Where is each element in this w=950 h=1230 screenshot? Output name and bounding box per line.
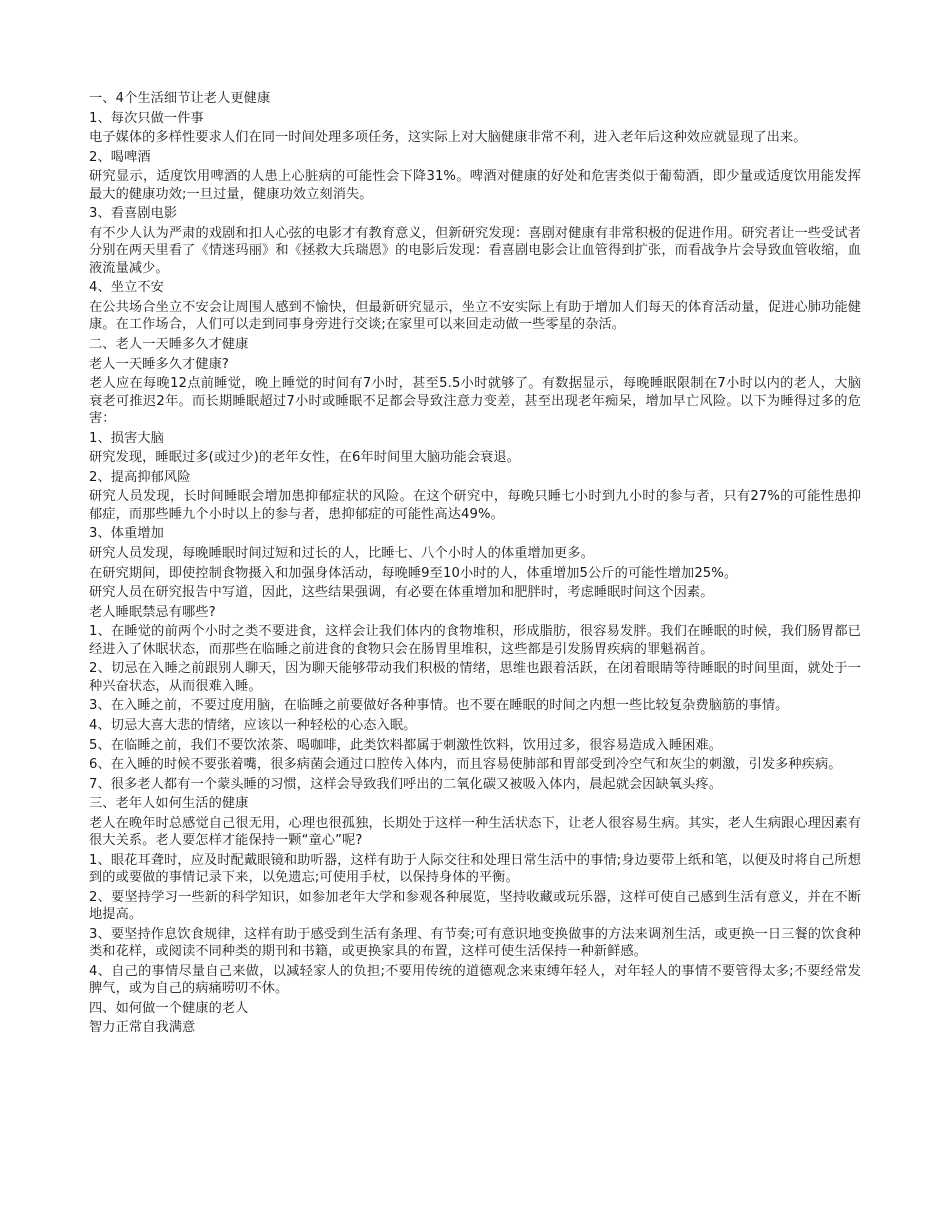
subheading: 3、看喜剧电影 <box>89 206 178 222</box>
paragraph: 4、自己的事情尽量自己来做，以减轻家人的负担;不要用传统的道德观念来束缚年轻人，对年轻人的事情不要管得太多;不要经常发脾气，或为自己的病痛唠叨不休。 <box>89 963 861 997</box>
section-heading-2: 二、老人一天睡多久才健康 <box>89 336 249 352</box>
paragraph: 3、在入睡之前，不要过度用脑，在临睡之前要做好各种事情。也不要在睡眠的时间之内想一些比较复杂费脑筋的事情。 <box>89 698 789 714</box>
subheading: 3、体重增加 <box>89 526 164 542</box>
subheading: 老人睡眠禁忌有哪些? <box>89 604 216 620</box>
subheading: 1、损害大脑 <box>89 430 164 446</box>
paragraph: 4、切忌大喜大悲的情绪，应该以一种轻松的心态入眠。 <box>89 717 417 733</box>
section-heading-4: 四、如何做一个健康的老人 <box>89 1000 249 1016</box>
section-heading-1: 一、4个生活细节让老人更健康 <box>89 91 271 106</box>
paragraph: 老人应在每晚12点前睡觉，晚上睡觉的时间有7小时，甚至5.5小时就够了。有数据显示，每晚睡眠限制在7小时以内的老人，大脑衰老可推迟2年。而长期睡眠超过7小时或睡眠不足都会导致注意力变差，甚至出现老年痴呆，增加早亡风险。以下为睡得过多的危害： <box>89 376 861 426</box>
paragraph: 研究人员发现，每晚睡眠时间过短和过长的人，比睡七、八个小时人的体重增加更多。 <box>89 545 594 561</box>
paragraph: 电子媒体的多样性要求人们在同一时间处理多项任务，这实际上对大脑健康非常不利，进入老年后这种效应就显现了出来。 <box>89 130 807 146</box>
subheading: 1、每次只做一件事 <box>89 110 204 126</box>
document-body <box>89 90 861 1039</box>
paragraph: 6、在入睡的时候不要张着嘴，很多病菌会通过口腔传入体内，而且容易使肺部和胃部受到冷空气和灰尘的刺激，引发多种疾病。 <box>89 757 842 773</box>
paragraph: 研究人员发现，长时间睡眠会增加患抑郁症状的风险。在这个研究中，每晚只睡七小时到九小时的参与者，只有27%的可能性患抑郁症，而那些睡九个小时以上的参与者，患抑郁症的可能性高达49%。 <box>89 489 861 522</box>
paragraph: 有不少人认为严肃的戏剧和扣人心弦的电影才有教育意义，但新研究发现：喜剧对健康有非常积极的促进作用。研究者让一些受试者分别在两天里看了《情迷玛丽》和《拯救大兵瑞恩》的电影后发现：看喜剧电影会让血管得到扩张，而看战争片会导致血管收缩，血液流量减少。 <box>89 225 861 276</box>
paragraph: 在研究期间，即使控制食物摄入和加强身体活动，每晚睡9至10小时的人，体重增加5公斤的可能性增加25%。 <box>89 565 738 581</box>
paragraph: 1、在睡觉的前两个小时之类不要进食，这样会让我们体内的食物堆积，形成脂肪，很容易发胖。我们在睡眠的时候，我们肠胃都已经进入了休眠状态，而那些在临睡之前进食的食物只会在肠胃里堆积，这些都是引发肠胃疾病的罪魁祸首。 <box>89 624 861 657</box>
subheading: 2、提高抑郁风险 <box>89 469 191 485</box>
subheading: 2、喝啤酒 <box>89 149 151 165</box>
subheading: 智力正常自我满意 <box>89 1020 196 1036</box>
paragraph: 在公共场合坐立不安会让周围人感到不愉快，但最新研究显示，坐立不安实际上有助于增加人们每天的体育活动量，促进心肺功能健康。在工作场合，人们可以走到同事身旁进行交谈;在家里可以来回走动做一些零星的杂活。 <box>89 299 861 333</box>
paragraph: 研究人员在研究报告中写道，因此，这些结果强调，有必要在体重增加和肥胖时，考虑睡眠时间这个因素。 <box>89 585 714 601</box>
paragraph: 研究发现，睡眠过多(或过少)的老年女性，在6年时间里大脑功能会衰退。 <box>89 450 520 466</box>
paragraph: 3、要坚持作息饮食规律，这样有助于感受到生活有条理、有节奏;可有意识地变换做事的方法来调剂生活，或更换一日三餐的饮食种类和花样，或阅读不同种类的期刊和书籍，或更换家具的布置，这样可使生活保持一种新鲜感。 <box>89 926 861 960</box>
paragraph: 7、很多老人都有一个蒙头睡的习惯，这样会导致我们呼出的二氧化碳又被吸入体内，晨起就会因缺氧头疼。 <box>89 776 722 792</box>
paragraph: 1、眼花耳聋时，应及时配戴眼镜和助听器，这样有助于人际交往和处理日常生活中的事情;身边要带上纸和笔，以便及时将自己所想到的或要做的事情记录下来，以免遗忘;可使用手杖，以保持身体的平衡。 <box>89 852 861 886</box>
paragraph: 2、要坚持学习一些新的科学知识，如参加老年大学和参观各种展览，坚持收藏或玩乐器，这样可使自己感到生活有意义，并在不断地提高。 <box>89 889 861 923</box>
section-heading-3: 三、老年人如何生活的健康 <box>89 796 249 812</box>
paragraph: 老人在晚年时总感觉自己很无用，心理也很孤独，长期处于这样一种生活状态下，让老人很容易生病。其实，老人生病跟心理因素有很大关系。老人要怎样才能保持一颗“童心”呢? <box>89 815 861 849</box>
paragraph: 2、切忌在入睡之前跟别人聊天，因为聊天能够带动我们积极的情绪，思维也跟着活跃，在闭着眼睛等待睡眠的时间里面，就处于一种兴奋状态，从而很难入睡。 <box>89 661 861 694</box>
subheading: 4、坐立不安 <box>89 280 164 296</box>
paragraph: 5、在临睡之前，我们不要饮浓茶、喝咖啡，此类饮料都属于刺激性饮料，饮用过多，很容易造成入睡困难。 <box>89 737 722 753</box>
paragraph: 研究显示，适度饮用啤酒的人患上心脏病的可能性会下降31%。啤酒对健康的好处和危害类似于葡萄酒，即少量或适度饮用能发挥最大的健康功效;一旦过量，健康功效立刻消失。 <box>89 169 861 202</box>
subheading: 老人一天睡多久才健康? <box>89 356 229 372</box>
